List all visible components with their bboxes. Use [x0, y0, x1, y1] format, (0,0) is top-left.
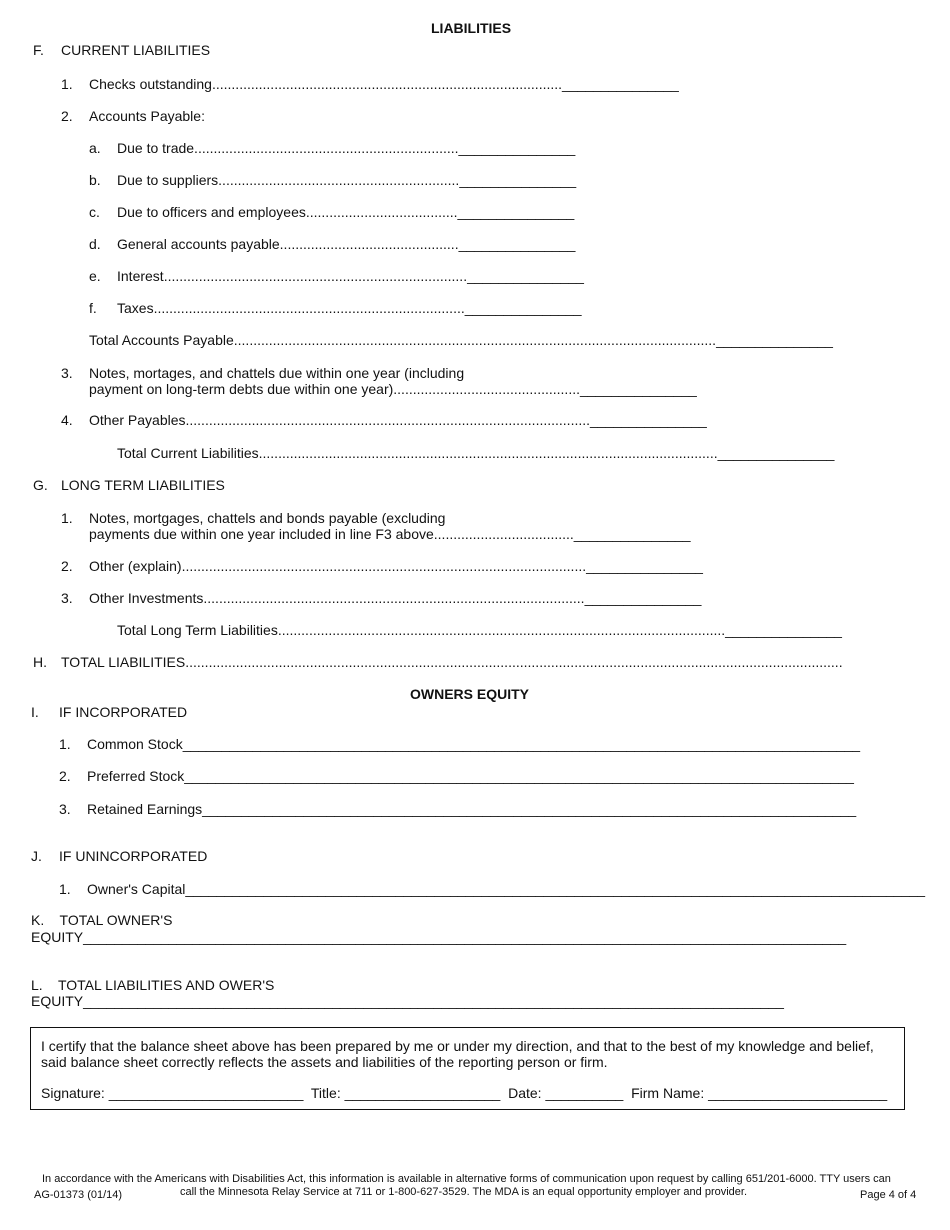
total-liabilities-and-equity-field[interactable]: EQUITY__________________________________________________________________________________________: [31, 993, 784, 1009]
g3-other-investments-field[interactable]: Other Investments.................................................................................................._______________: [89, 590, 702, 606]
ada-notice-line1: In accordance with the Americans with Disabilities Act, this information is available in alternative forms of communication upon request by calling 651/201-6000. TTY users can: [42, 1173, 891, 1185]
i1-number: 1.: [59, 736, 71, 752]
certification-statement-line2: said balance sheet correctly reflects the assets and liabilities of the reporting person or firm.: [41, 1054, 608, 1070]
j1-number: 1.: [59, 881, 71, 897]
section-j-letter: J.: [31, 848, 42, 864]
f3-notes-label: Notes, mortages, and chattels due within one year (including: [89, 365, 465, 381]
form-id: AG-01373 (01/14): [34, 1189, 123, 1201]
section-h-letter: H.: [33, 654, 47, 670]
i2-number: 2.: [59, 768, 71, 784]
signature-title-date-firm-fields[interactable]: Signature: _________________________ Title: ____________________ Date: __________ Firm Name: _______________________: [41, 1085, 888, 1101]
f2f-taxes-field[interactable]: Taxes................................................................................_______________: [117, 300, 582, 316]
ada-notice-line2: call the Minnesota Relay Service at 711 or 1-800-627-3529. The MDA is an equal opportunity employer and provider.: [180, 1186, 748, 1198]
preferred-stock-field[interactable]: Preferred Stock______________________________________________________________________________________: [87, 768, 854, 784]
total-owners-equity-field[interactable]: EQUITY__________________________________________________________________________________________________: [31, 929, 847, 945]
page-number: Page 4 of 4: [860, 1189, 917, 1201]
total-accounts-payable-field[interactable]: Total Accounts Payable............................................................................................................................_______________: [89, 332, 833, 348]
f2e-interest-field[interactable]: Interest.............................................................................._______________: [117, 268, 584, 284]
section-g-letter: G.: [33, 477, 48, 493]
f2e-letter: e.: [89, 268, 101, 284]
f3-number: 3.: [61, 365, 73, 381]
f1-number: 1.: [61, 76, 73, 92]
f2b-due-to-suppliers-field[interactable]: Due to suppliers.............................................................._______________: [117, 172, 577, 188]
g2-number: 2.: [61, 558, 73, 574]
f2c-letter: c.: [89, 204, 100, 220]
f4-other-payables-field[interactable]: Other Payables........................................................................................................_______________: [89, 412, 707, 428]
section-k-heading: K. TOTAL OWNER'S: [31, 912, 173, 928]
f2d-letter: d.: [89, 236, 101, 252]
g3-number: 3.: [61, 590, 73, 606]
g1-notes-field[interactable]: payments due within one year included in line F3 above...................................._______________: [89, 526, 691, 542]
owners-capital-field[interactable]: Owner's Capital_______________________________________________________________________________________________: [87, 881, 926, 897]
f2a-due-to-trade-field[interactable]: Due to trade...................................................................._______________: [117, 140, 576, 156]
liabilities-title: LIABILITIES: [431, 20, 512, 36]
f2c-due-to-officers-field[interactable]: Due to officers and employees......................................._______________: [117, 204, 575, 220]
g2-other-explain-field[interactable]: Other (explain)........................................................................................................_______________: [89, 558, 703, 574]
section-i-heading: IF INCORPORATED: [59, 704, 188, 720]
f2a-letter: a.: [89, 140, 101, 156]
section-f-letter: F.: [33, 42, 44, 58]
g1-notes-label: Notes, mortgages, chattels and bonds payable (excluding: [89, 510, 446, 526]
section-l-heading: L. TOTAL LIABILITIES AND OWER'S: [31, 977, 275, 993]
f3-notes-field[interactable]: payment on long-term debts due within one year)................................................_______________: [89, 381, 697, 397]
total-current-liabilities-field[interactable]: Total Current Liabilities......................................................................................................................_______________: [117, 445, 835, 461]
f2-number: 2.: [61, 108, 73, 124]
certification-statement-line1: I certify that the balance sheet above has been prepared by me or under my direction, and that to the best of my knowledge and belief,: [41, 1038, 874, 1054]
section-j-heading: IF UNINCORPORATED: [59, 848, 208, 864]
section-i-letter: I.: [31, 704, 39, 720]
f2f-letter: f.: [89, 300, 97, 316]
f4-number: 4.: [61, 412, 73, 428]
f2b-letter: b.: [89, 172, 101, 188]
g1-number: 1.: [61, 510, 73, 526]
f1-checks-outstanding-field[interactable]: Checks outstanding.........................................................................................._______________: [89, 76, 679, 92]
total-liabilities-field[interactable]: TOTAL LIABILITIES.........................................................................................................................................................................: [61, 654, 843, 670]
owners-equity-title: OWNERS EQUITY: [410, 686, 530, 702]
section-f-heading: CURRENT LIABILITIES: [61, 42, 211, 58]
f2d-general-accounts-field[interactable]: General accounts payable.............................................._______________: [117, 236, 576, 252]
section-g-heading: LONG TERM LIABILITIES: [61, 477, 225, 493]
common-stock-field[interactable]: Common Stock_______________________________________________________________________________________: [87, 736, 861, 752]
f2-accounts-payable-label: Accounts Payable:: [89, 108, 205, 124]
retained-earnings-field[interactable]: Retained Earnings____________________________________________________________________________________: [87, 801, 857, 817]
i3-number: 3.: [59, 801, 71, 817]
total-long-term-liabilities-field[interactable]: Total Long Term Liabilities..................................................................................................................._______________: [117, 622, 842, 638]
